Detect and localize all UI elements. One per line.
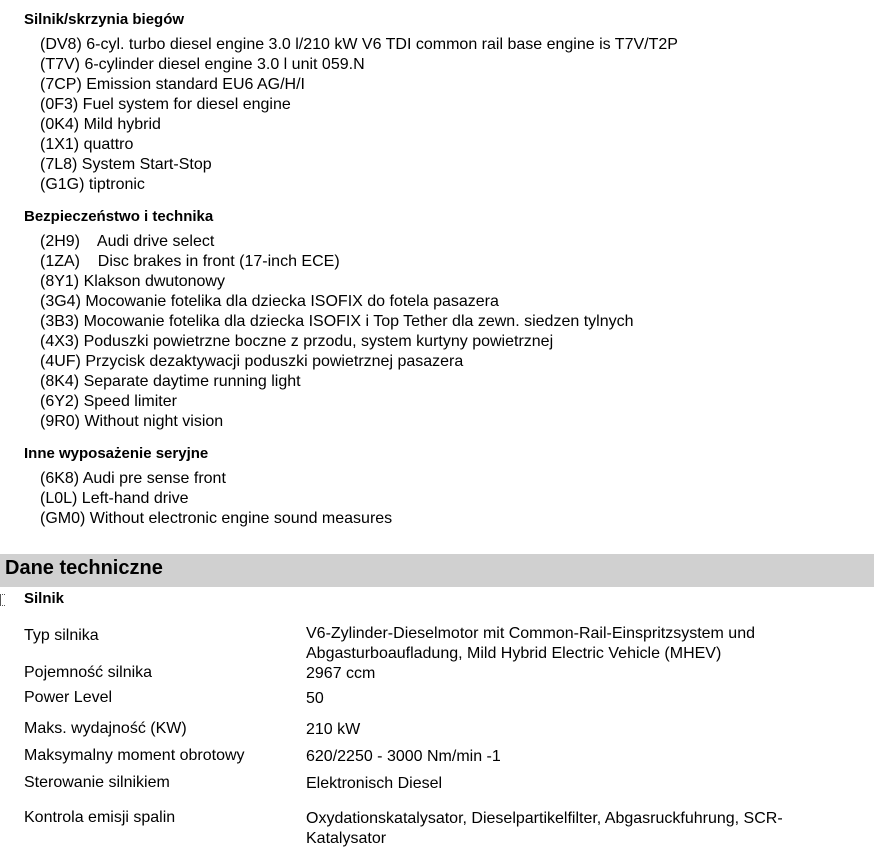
spec-value: 50: [306, 690, 324, 707]
list-item: (4UF) Przycisk dezaktywacji poduszki powietrznej pasazera: [40, 353, 464, 370]
spec-value: Oxydationskatalysator, Dieselpartikelfilter, Abgasruckfuhrung, SCR-Katalysator: [306, 810, 783, 847]
section-title-other-equipment: Inne wyposażenie seryjne: [24, 445, 209, 462]
spec-label: Kontrola emisji spalin: [24, 809, 176, 826]
table-anchor-icon: [0, 594, 5, 606]
spec-value: 210 kW: [306, 721, 361, 738]
list-item: (0K4) Mild hybrid: [40, 116, 161, 133]
list-item: (L0L) Left-hand drive: [40, 490, 189, 507]
list-item: (DV8) 6-cyl. turbo diesel engine 3.0 l/210 kW V6 TDI common rail base engine is T7V/T2P: [40, 36, 678, 53]
spec-label: Typ silnika: [24, 627, 99, 644]
list-item: (4X3) Poduszki powietrzne boczne z przodu, system kurtyny powietrznej: [40, 333, 554, 350]
spec-label: Pojemność silnika: [24, 664, 153, 681]
section-title-safety: Bezpieczeństwo i technika: [24, 208, 214, 225]
list-item: (9R0) Without night vision: [40, 413, 224, 430]
spec-value: 620/2250 - 3000 Nm/min -1: [306, 748, 501, 765]
spec-label: Sterowanie silnikiem: [24, 774, 170, 791]
list-item: (8Y1) Klakson dwutonowy: [40, 273, 225, 290]
list-item: (8K4) Separate daytime running light: [40, 373, 301, 390]
list-item: (3G4) Mocowanie fotelika dla dziecka ISOFIX do fotela pasazera: [40, 293, 499, 310]
list-item: (T7V) 6-cylinder diesel engine 3.0 l unit 059.N: [40, 56, 365, 73]
spec-label: Maks. wydajność (KW): [24, 720, 187, 737]
list-item: (2H9) Audi drive select: [40, 233, 215, 250]
list-item: (GM0) Without electronic engine sound measures: [40, 510, 393, 527]
list-item: (1ZA) Disc brakes in front (17-inch ECE): [40, 253, 340, 270]
list-item: (7L8) System Start-Stop: [40, 156, 212, 173]
list-item: (3B3) Mocowanie fotelika dla dziecka ISOFIX i Top Tether dla zewn. siedzen tylnych: [40, 313, 634, 330]
engine-subheading: Silnik: [24, 590, 65, 607]
spec-label: Power Level: [24, 689, 113, 706]
list-item: (1X1) quattro: [40, 136, 134, 153]
list-item: (6Y2) Speed limiter: [40, 393, 177, 410]
spec-label: Maksymalny moment obrotowy: [24, 747, 245, 764]
technical-data-heading: Dane techniczne: [5, 557, 163, 579]
list-item: (7CP) Emission standard EU6 AG/H/I: [40, 76, 305, 93]
spec-value: 2967 ccm: [306, 665, 376, 682]
list-item: (6K8) Audi pre sense front: [40, 470, 226, 487]
list-item: (0F3) Fuel system for diesel engine: [40, 96, 291, 113]
spec-value: Elektronisch Diesel: [306, 775, 443, 792]
list-item: (G1G) tiptronic: [40, 176, 145, 193]
spec-value: V6-Zylinder-Dieselmotor mit Common-Rail-Einspritzsystem und Abgasturboaufladung, Mild Hybrid Electric Vehicle (MHEV): [306, 625, 755, 662]
section-title-engine-gearbox: Silnik/skrzynia biegów: [24, 11, 185, 28]
